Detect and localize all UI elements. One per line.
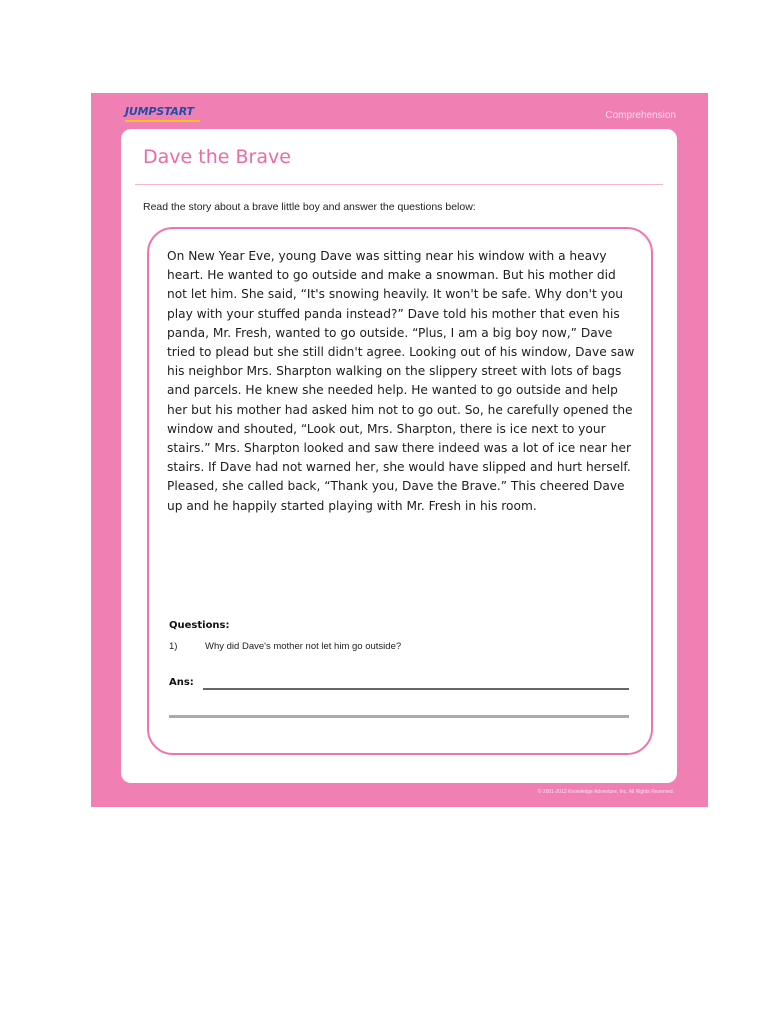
jumpstart-logo: JUMPSTART [125, 105, 194, 118]
answer-label: Ans: [169, 677, 194, 688]
question-item [169, 641, 401, 652]
question-text: Why did Dave's mother not let him go outside? [205, 641, 402, 652]
copyright-notice: © 2001-2013 Knowledge Adventure, Inc. All Rights Reserved. [537, 789, 674, 795]
logo-swoosh [125, 120, 200, 122]
story-text: On New Year Eve, young Dave was sitting near his window with a heavy heart. He wanted to go outside and make a snowman. But his mother did not let him. She said, “It's snowing heavily. It won't be safe. Why don't you play with your stuffed panda instead?” Dave told his mother that even his panda, Mr. Fresh, wanted to go outside. “Plus, I am a big boy now,” Dave tried to plead but she still didn't agree. Looking out of his window, Dave saw his neighbor Mrs. Sharpton walking on the slippery street with lots of bags and parcels. He knew she needed help. He wanted to go outside and help her but his mother had asked him not to go out. So, he carefully opened the window and shouted, “Look out, Mrs. Sharpton, there is ice next to your stairs.” Mrs. Sharpton looked and saw there indeed was a lot of ice near her stairs. If Dave had not warned her, she would have slipped and hurt herself. Pleased, she called back, “Thank you, Dave the Brave.” This cheered Dave up and he happily started playing with Mr. Fresh in his room. [167, 249, 635, 513]
worksheet-card [121, 129, 677, 783]
answer-line-second[interactable] [169, 715, 629, 718]
story-box [147, 227, 653, 755]
questions-heading: Questions: [169, 620, 230, 631]
category-label: Comprehension [605, 110, 676, 121]
question-number: 1) [169, 641, 178, 652]
page-title: Dave the Brave [143, 146, 291, 168]
answer-line[interactable] [203, 688, 629, 690]
instructions-text: Read the story about a brave little boy and answer the questions below: [143, 201, 476, 213]
worksheet-frame [91, 93, 708, 807]
title-divider [135, 184, 663, 185]
